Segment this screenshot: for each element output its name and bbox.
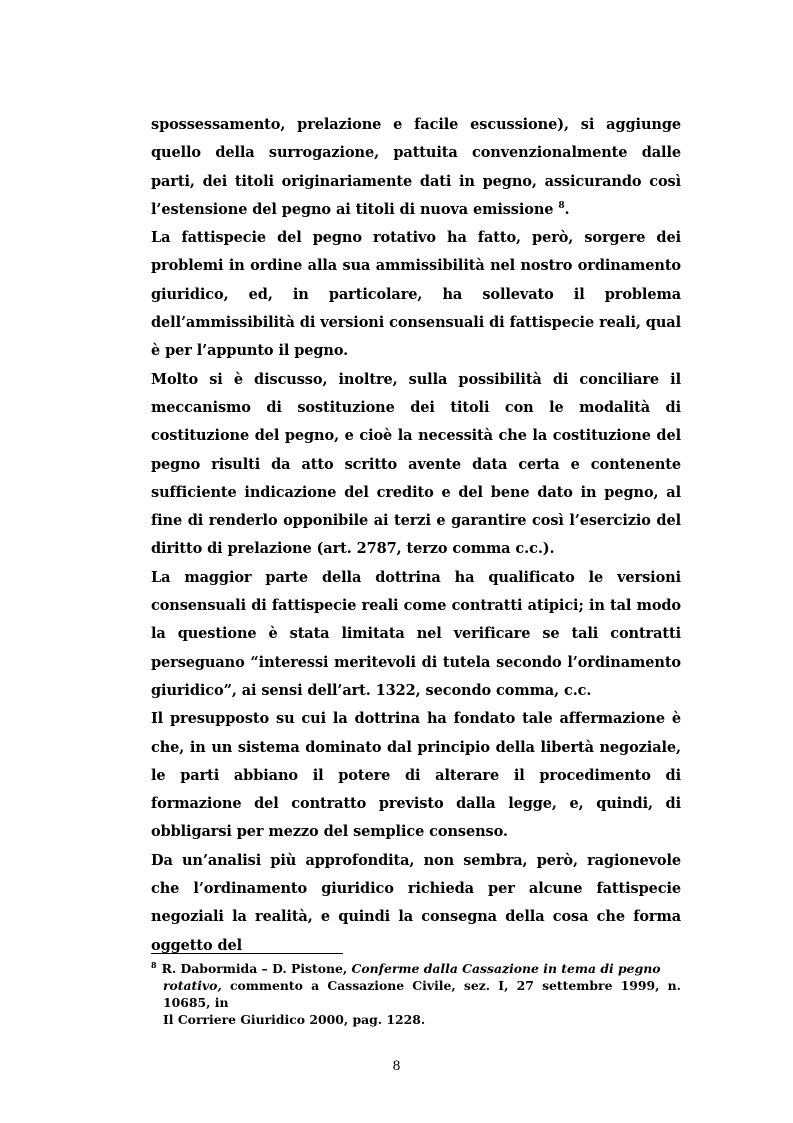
footnote-line-1 — [151, 960, 681, 977]
paragraph-3: Molto si è discusso, inoltre, sulla possibilità di conciliare il meccanismo di sostituzione dei titoli con le modalità di costituzione del pegno, e cioè la necessità che la costituzione del pegno risulti da atto scritto avente data certa e contenente sufficiente indicazione del credito e del bene dato in pegno, al fine di renderlo opponibile ai terzi e garantire così l’esercizio del diritto di prelazione (art. 2787, terzo comma c.c.). — [151, 370, 681, 558]
footnote-title: Conferme dalla Cassazione in tema di pegno — [351, 961, 661, 976]
body-text — [151, 111, 681, 960]
footnote-separator — [151, 953, 343, 954]
footnote-line-3: Il Corriere Giuridico 2000, pag. 1228. — [163, 1012, 426, 1027]
footnote — [151, 960, 681, 1028]
page-number: 8 — [392, 1058, 401, 1074]
footnote-title-end: rotativo, — [163, 978, 222, 993]
paragraph-2: La fattispecie del pegno rotativo ha fatto, però, sorgere dei problemi in ordine alla sua ammissibilità nel nostro ordinamento giuridico, ed, in particolare, ha sollevato il problema dell’ammissibilità di versioni consensuali di fattispecie reali, qual è per l’appunto il pegno. — [151, 229, 681, 360]
paragraph-4: La maggior parte della dottrina ha qualificato le versioni consensuali di fattispecie reali come contratti atipici; in tal modo la questione è stata limitata nel verificare se tali contratti perseguano “interessi meritevoli di tutela secondo l’ordinamento giuridico”, ai sensi dell’art. 1322, secondo comma, c.c. — [151, 568, 681, 699]
paragraph-5: Il presupposto su cui la dottrina ha fondato tale affermazione è che, in un sistema dominato dal principio della libertà negoziale, le parti abbiano il potere di alterare il procedimento di formazione del contratto previsto dalla legge, e, quindi, di obbligarsi per mezzo del semplice consenso. — [151, 710, 681, 841]
footnote-citation: commento a Cassazione Civile, sez. I, 27 settembre 1999, n. 10685, in — [163, 978, 681, 1010]
footnote-line-2 — [151, 977, 681, 1011]
paragraph-6: Da un’analisi più approfondita, non sembra, però, ragionevole che l’ordinamento giuridico richieda per alcune fattispecie negoziali la realità, e quindi la consegna della cosa che forma oggetto del — [151, 851, 681, 954]
footnote-number: 8 — [151, 959, 157, 970]
paragraph-1: spossessamento, prelazione e facile escussione), si aggiunge quello della surrogazione, pattuita convenzionalmente dalle parti, dei titoli originariamente dati in pegno, assicurando così l’estensione del pegno ai titoli di nuova emissione $^8$. — [151, 116, 681, 218]
footnote-authors: R. Dabormida – D. Pistone, — [161, 961, 348, 976]
footnote-reference[interactable]: 8 — [558, 201, 565, 212]
